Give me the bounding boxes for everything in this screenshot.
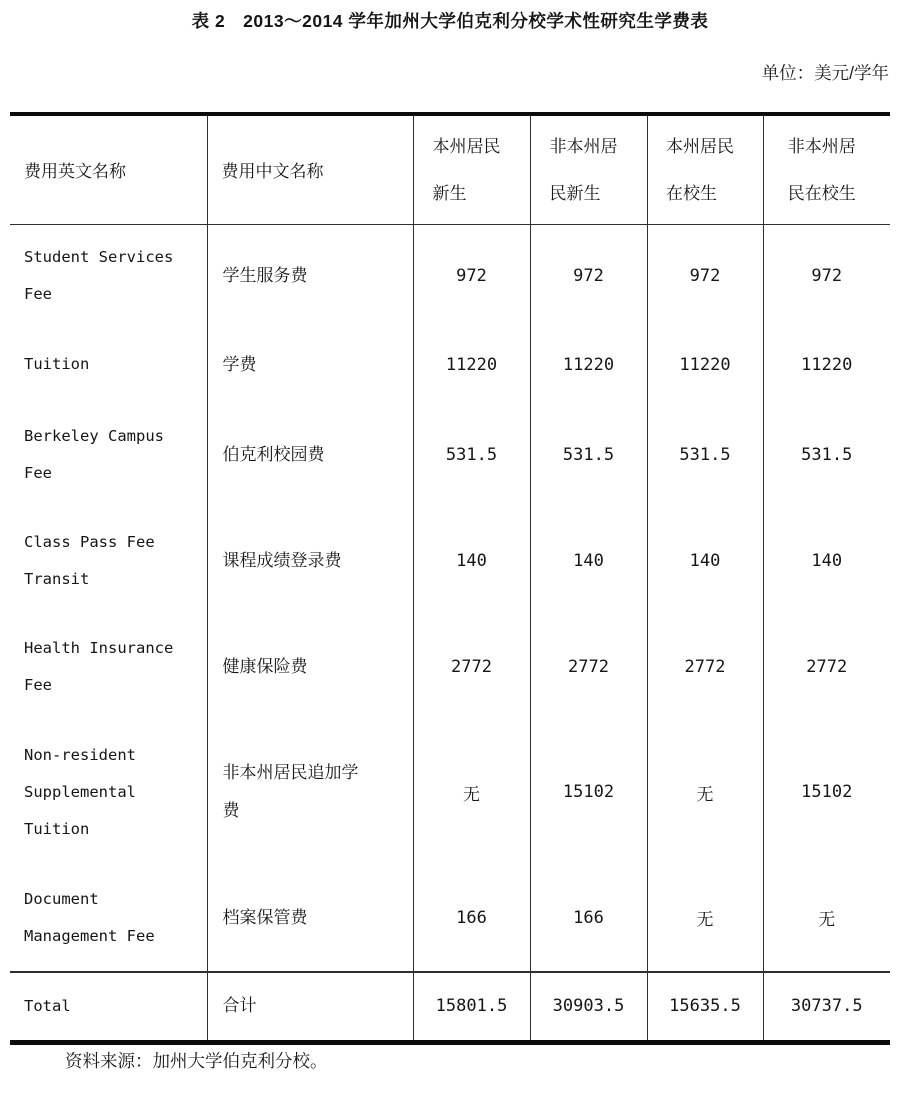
cell-value: 15102 — [530, 720, 647, 864]
cell-en: Tuition — [24, 355, 90, 373]
unit-note: 单位：美元/学年 — [761, 63, 889, 83]
cell-en: Health Insurance Fee — [24, 639, 174, 694]
col-header-resident-continuing: 本州居民在校生 — [647, 114, 763, 224]
cell-value: 531.5 — [647, 402, 763, 507]
cell-value: 无 — [763, 864, 890, 972]
source-note: 资料来源：加州大学伯克利分校。 — [65, 1051, 328, 1071]
cell-value: 140 — [647, 507, 763, 614]
cell-value: 972 — [530, 224, 647, 327]
cell-en: Student Services Fee — [24, 247, 174, 303]
table-row-document-management-fee — [10, 864, 890, 972]
table-title: 表 2 2013～2014 学年加州大学伯克利分校学术性研究生学费表 — [191, 11, 709, 31]
cell-value: 972 — [647, 224, 763, 327]
table-row-tuition — [10, 327, 890, 402]
cell-value: 140 — [763, 507, 890, 614]
cell-value: 972 — [413, 224, 530, 327]
cell-total-value: 15801.5 — [413, 972, 530, 1042]
table-row-health-insurance-fee — [10, 614, 890, 720]
cell-value: 2772 — [530, 614, 647, 720]
cell-value: 531.5 — [413, 402, 530, 507]
cell-value: 无 — [647, 720, 763, 864]
cell-value: 140 — [530, 507, 647, 614]
cell-value: 531.5 — [763, 402, 890, 507]
cell-value: 972 — [763, 224, 890, 327]
table-row-nonresident-supplemental-tuition — [10, 720, 890, 864]
cell-value: 166 — [413, 864, 530, 972]
cell-value: 2772 — [647, 614, 763, 720]
cell-total-value: 15635.5 — [647, 972, 763, 1042]
cell-value: 11220 — [763, 327, 890, 402]
cell-value: 531.5 — [530, 402, 647, 507]
cell-value: 140 — [413, 507, 530, 614]
cell-value: 无 — [647, 864, 763, 972]
cell-zh: 伯克利校园费 — [207, 402, 413, 507]
cell-zh: 课程成绩登录费 — [207, 507, 413, 614]
cell-total-value: 30903.5 — [530, 972, 647, 1042]
cell-value: 2772 — [413, 614, 530, 720]
cell-en: Berkeley Campus Fee — [24, 426, 164, 482]
header-row — [10, 114, 890, 224]
cell-total-value: 30737.5 — [763, 972, 890, 1042]
cell-en: Class Pass Fee Transit — [24, 532, 155, 588]
fee-table — [10, 112, 890, 1045]
col-header-fee-name-zh: 费用中文名称 — [207, 114, 413, 224]
cell-value: 11220 — [413, 327, 530, 402]
table-row-berkeley-campus-fee — [10, 402, 890, 507]
cell-value: 166 — [530, 864, 647, 972]
cell-total-en: Total — [10, 972, 207, 1042]
cell-value: 11220 — [530, 327, 647, 402]
col-header-fee-name-en: 费用英文名称 — [10, 114, 207, 224]
cell-zh: 学费 — [207, 327, 413, 402]
table-row-student-services-fee — [10, 224, 890, 327]
cell-zh: 非本州居民追加学费 — [207, 720, 413, 864]
table-row-class-pass-fee-transit — [10, 507, 890, 614]
cell-zh: 档案保管费 — [207, 864, 413, 972]
cell-total-zh: 合计 — [207, 972, 413, 1042]
cell-zh: 健康保险费 — [207, 614, 413, 720]
cell-value: 11220 — [647, 327, 763, 402]
cell-en: Non-resident Supplemental Tuition — [24, 745, 136, 838]
cell-zh: 学生服务费 — [207, 224, 413, 327]
col-header-nonresident-continuing: 非本州居民在校生 — [763, 114, 890, 224]
col-header-nonresident-new: 非本州居民新生 — [530, 114, 647, 224]
col-header-resident-new: 本州居民新生 — [413, 114, 530, 224]
cell-value: 2772 — [763, 614, 890, 720]
table-row-total — [10, 972, 890, 1042]
cell-en: Document Management Fee — [24, 889, 155, 945]
cell-value: 15102 — [763, 720, 890, 864]
cell-value: 无 — [413, 720, 530, 864]
